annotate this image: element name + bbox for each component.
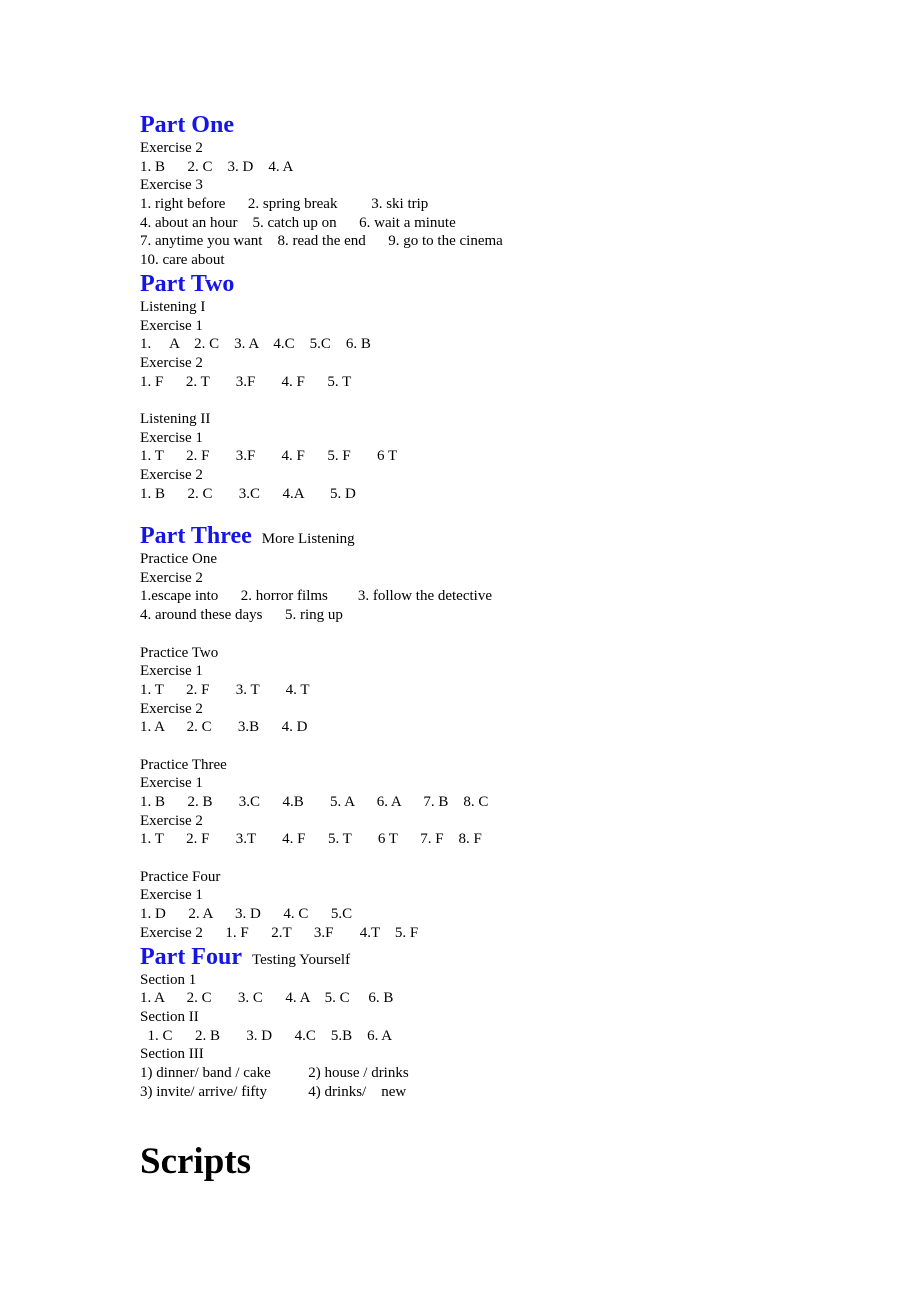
scripts-heading: Scripts (140, 1141, 251, 1182)
part-three-heading (140, 522, 860, 550)
answer-line: 4. about an hour 5. catch up on 6. wait a minute (140, 214, 456, 231)
answer-line: 1. A 2. C 3.B 4. D (140, 719, 308, 736)
part-one-heading: Part One (140, 112, 234, 138)
answer-line: 1. A 2. C 3. A 4.C 5.C 6. B (140, 336, 371, 353)
answer-line: Exercise 2 (140, 467, 203, 483)
answer-line: Practice Four (140, 868, 221, 885)
part-four-title: Part Four (140, 943, 242, 970)
answer-line: Exercise 1 (140, 887, 203, 904)
answer-line: Section II (140, 1008, 199, 1025)
answer-line: Section 1 (140, 971, 197, 988)
part-three-subtitle: More Listening (261, 531, 355, 548)
answer-line: Exercise 1 (140, 663, 203, 680)
answer-line: 1. T 2. F 3. T 4. T (140, 681, 310, 698)
blank-line (140, 849, 860, 868)
blank-line (140, 625, 860, 644)
answer-line: Exercise 1 (140, 317, 203, 334)
spacer (140, 1101, 860, 1120)
answer-line: Exercise 2 (140, 140, 203, 156)
part-one-section (140, 111, 860, 270)
part-four-section (140, 943, 860, 1102)
answer-line: Exercise 2 (140, 354, 203, 371)
answer-line: Exercise 1 (140, 429, 203, 446)
answer-line: 1. A 2. C 3. C 4. A 5. C 6. B (140, 990, 394, 1007)
answer-line: 1. right before 2. spring break 3. ski trip (140, 196, 429, 213)
part-four-heading (140, 943, 860, 971)
answer-line: 1. T 2. F 3.T 4. F 5. T 6 T 7. F 8. F (140, 831, 482, 848)
answer-line: 10. care about (140, 252, 225, 269)
answer-line: 1. B 2. C 3.C 4.A 5. D (140, 485, 356, 502)
answer-line: Practice Two (140, 644, 219, 661)
part-three-lines (140, 550, 860, 942)
answer-line: Listening II (140, 410, 211, 427)
answer-line: 4. around these days 5. ring up (140, 607, 343, 624)
part-one-lines (140, 139, 860, 270)
answer-line: Listening I (140, 298, 206, 315)
answer-key (140, 111, 860, 1188)
answer-line: Exercise 2 (140, 700, 203, 717)
blank-line (140, 503, 860, 522)
answer-line: 7. anytime you want 8. read the end 9. go to the cinema (140, 233, 503, 250)
answer-line: 1) dinner/ band / cake 2) house / drinks (140, 1064, 409, 1081)
part-four-lines (140, 971, 860, 1102)
answer-line: 1. B 2. C 3. D 4. A (140, 158, 294, 175)
answer-line: Exercise 2 1. F 2.T 3.F 4.T 5. F (140, 924, 419, 941)
part-two-lines (140, 298, 860, 522)
answer-line: 3) invite/ arrive/ fifty 4) drinks/ new (140, 1083, 407, 1100)
blank-line (140, 391, 860, 410)
answer-line: 1.escape into 2. horror films 3. follow the detective (140, 588, 492, 605)
part-two-heading: Part Two (140, 270, 235, 297)
answer-line: Exercise 2 (140, 569, 203, 586)
answer-line: Practice Three (140, 756, 227, 773)
answer-line: 1. F 2. T 3.F 4. F 5. T (140, 373, 352, 390)
answer-line: 1. T 2. F 3.F 4. F 5. F 6 T (140, 448, 398, 465)
answer-line: 1. D 2. A 3. D 4. C 5.C (140, 906, 353, 923)
answer-line: 1. C 2. B 3. D 4.C 5.B 6. A (140, 1027, 393, 1044)
answer-line: 1. B 2. B 3.C 4.B 5. A 6. A 7. B 8. C (140, 794, 489, 810)
part-four-subtitle: Testing Yourself (251, 951, 351, 968)
blank-line (140, 737, 860, 756)
answer-line: Exercise 2 (140, 812, 203, 829)
part-three-section (140, 522, 860, 942)
part-two-section (140, 270, 860, 522)
answer-line: Exercise 1 (140, 775, 203, 792)
answer-line: Practice One (140, 551, 218, 568)
part-three-title: Part Three (140, 523, 252, 550)
answer-line: Section III (140, 1046, 204, 1063)
answer-line: Exercise 3 (140, 177, 203, 194)
